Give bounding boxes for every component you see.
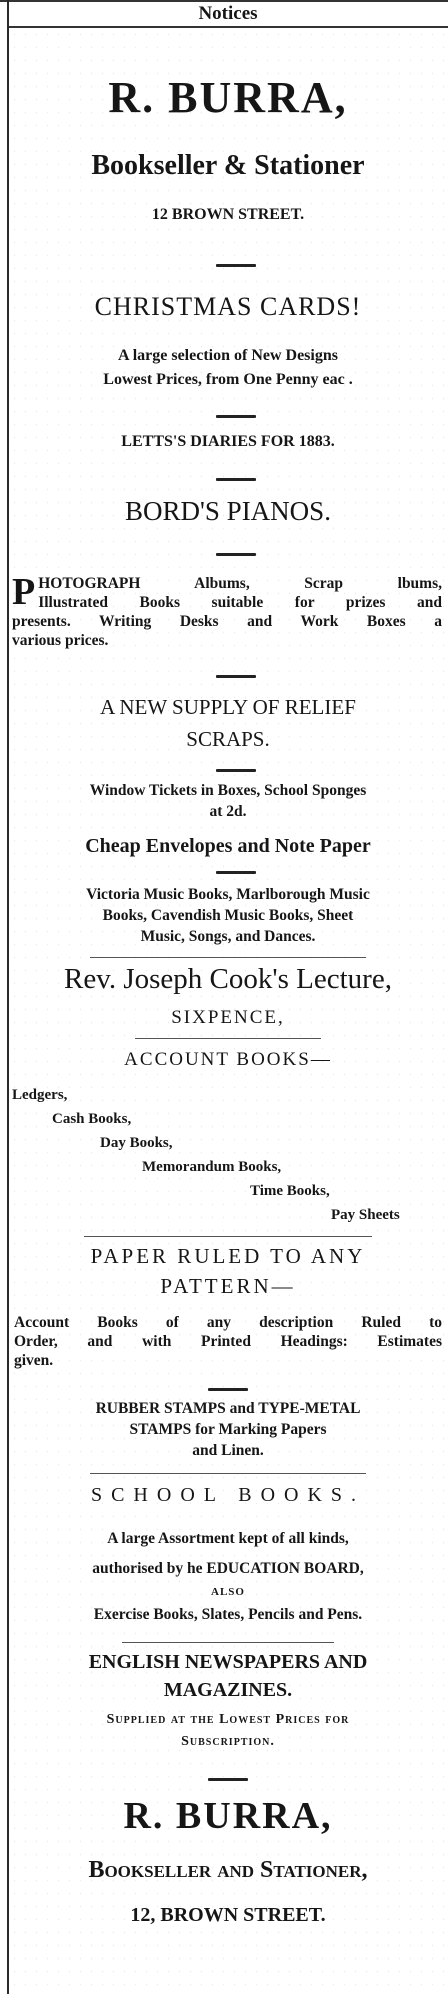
ruled-paper-heading-2: PATTERN— [160, 1274, 296, 1298]
account-item-ledgers: Ledgers, [12, 1087, 68, 1103]
divider-rule [90, 1473, 366, 1474]
divider-rule [84, 1236, 372, 1237]
ruled-paper-heading-1: PAPER RULED TO ANY [90, 1244, 366, 1268]
music-line-2: Books, Cavendish Music Books, Sheet [102, 907, 354, 924]
header-rule [9, 26, 448, 28]
christmas-text-1: A large selection of New Designs [118, 347, 338, 364]
divider-rule [122, 1642, 334, 1643]
divider-rule [90, 957, 366, 958]
lecture-heading: Rev. Joseph Cook's Lecture, [64, 963, 392, 995]
school-books-also: ALSO [211, 1586, 245, 1598]
separator [216, 415, 256, 418]
school-books-heading: SCHOOL BOOKS. [90, 1484, 366, 1506]
business-name-bottom: R. BURRA, [123, 1795, 333, 1837]
separator [216, 675, 256, 678]
window-tickets-line-1: Window Tickets in Boxes, School Sponges [89, 782, 367, 799]
supplied-line-1: Supplied at the Lowest Prices for [106, 1712, 350, 1727]
school-books-line-1: A large Assortment kept of all kinds, [107, 1530, 349, 1547]
supplied-line-2: Subscription. [181, 1734, 275, 1749]
separator [216, 264, 256, 267]
music-line-3: Music, Songs, and Dances. [140, 928, 316, 945]
account-item-cash-books: Cash Books, [52, 1111, 132, 1127]
envelopes-notice: Cheap Envelopes and Note Paper [85, 835, 371, 857]
separator [216, 871, 256, 874]
christmas-text-2: Lowest Prices, from One Penny eac . [103, 371, 353, 388]
stamps-line-2: STAMPS for Marking Papers [129, 1421, 327, 1438]
diaries-notice: LETTS'S DIARIES FOR 1883. [121, 433, 335, 450]
photograph-paragraph: P HOTOGRAPH Albums, Scrap lbums, Illustrated Books suitable for prizes and presents. Writing Desks and Work Boxes a various prices. [12, 571, 442, 649]
music-line-1: Victoria Music Books, Marlborough Music [86, 886, 370, 903]
business-address-top: 12 BROWN STREET. [151, 206, 305, 223]
school-books-line-2: authorised by he EDUCATION BOARD, [92, 1560, 364, 1577]
account-item-day-books: Day Books, [100, 1135, 173, 1151]
separator [208, 1778, 248, 1781]
christmas-heading: CHRISTMAS CARDS! [94, 292, 362, 321]
relief-scraps-line-2: SCRAPS. [186, 727, 270, 751]
ruled-paper-paragraph: Account Books of any description Ruled to Order, and with Printed Headings: Estimates given. [14, 1314, 442, 1369]
window-tickets-line-2: at 2d. [209, 803, 247, 820]
separator [216, 553, 256, 556]
business-name-top: R. BURRA, [108, 73, 348, 122]
business-trade-bottom: Bookseller and Stationer, [88, 1857, 368, 1883]
drop-cap: P [12, 571, 36, 613]
separator [208, 1388, 248, 1391]
newspapers-heading-2: MAGAZINES. [163, 1679, 293, 1701]
relief-scraps-line-1: A NEW SUPPLY OF RELIEF [100, 695, 356, 719]
school-books-line-3: Exercise Books, Slates, Pencils and Pens. [93, 1606, 363, 1623]
newspapers-heading-1: ENGLISH NEWSPAPERS AND [88, 1651, 368, 1673]
account-books-heading: ACCOUNT BOOKS— [124, 1049, 332, 1070]
stamps-line-1: RUBBER STAMPS and TYPE-METAL [95, 1400, 361, 1417]
account-item-pay-sheets: Pay Sheets [331, 1207, 400, 1223]
business-address-bottom: 12, BROWN STREET. [130, 1904, 326, 1926]
divider-rule [135, 1038, 321, 1039]
pianos-heading: BORD'S PIANOS. [125, 496, 331, 526]
account-item-time-books: Time Books, [250, 1183, 330, 1199]
section-header: Notices [198, 3, 258, 24]
separator [216, 478, 256, 481]
lecture-price: SIXPENCE, [171, 1007, 285, 1028]
separator [216, 769, 256, 772]
stamps-line-3: and Linen. [192, 1442, 264, 1459]
column-border [7, 0, 9, 1994]
top-border [0, 0, 448, 2]
account-item-memorandum-books: Memorandum Books, [142, 1159, 282, 1175]
business-trade-top: Bookseller & Stationer [91, 150, 365, 181]
